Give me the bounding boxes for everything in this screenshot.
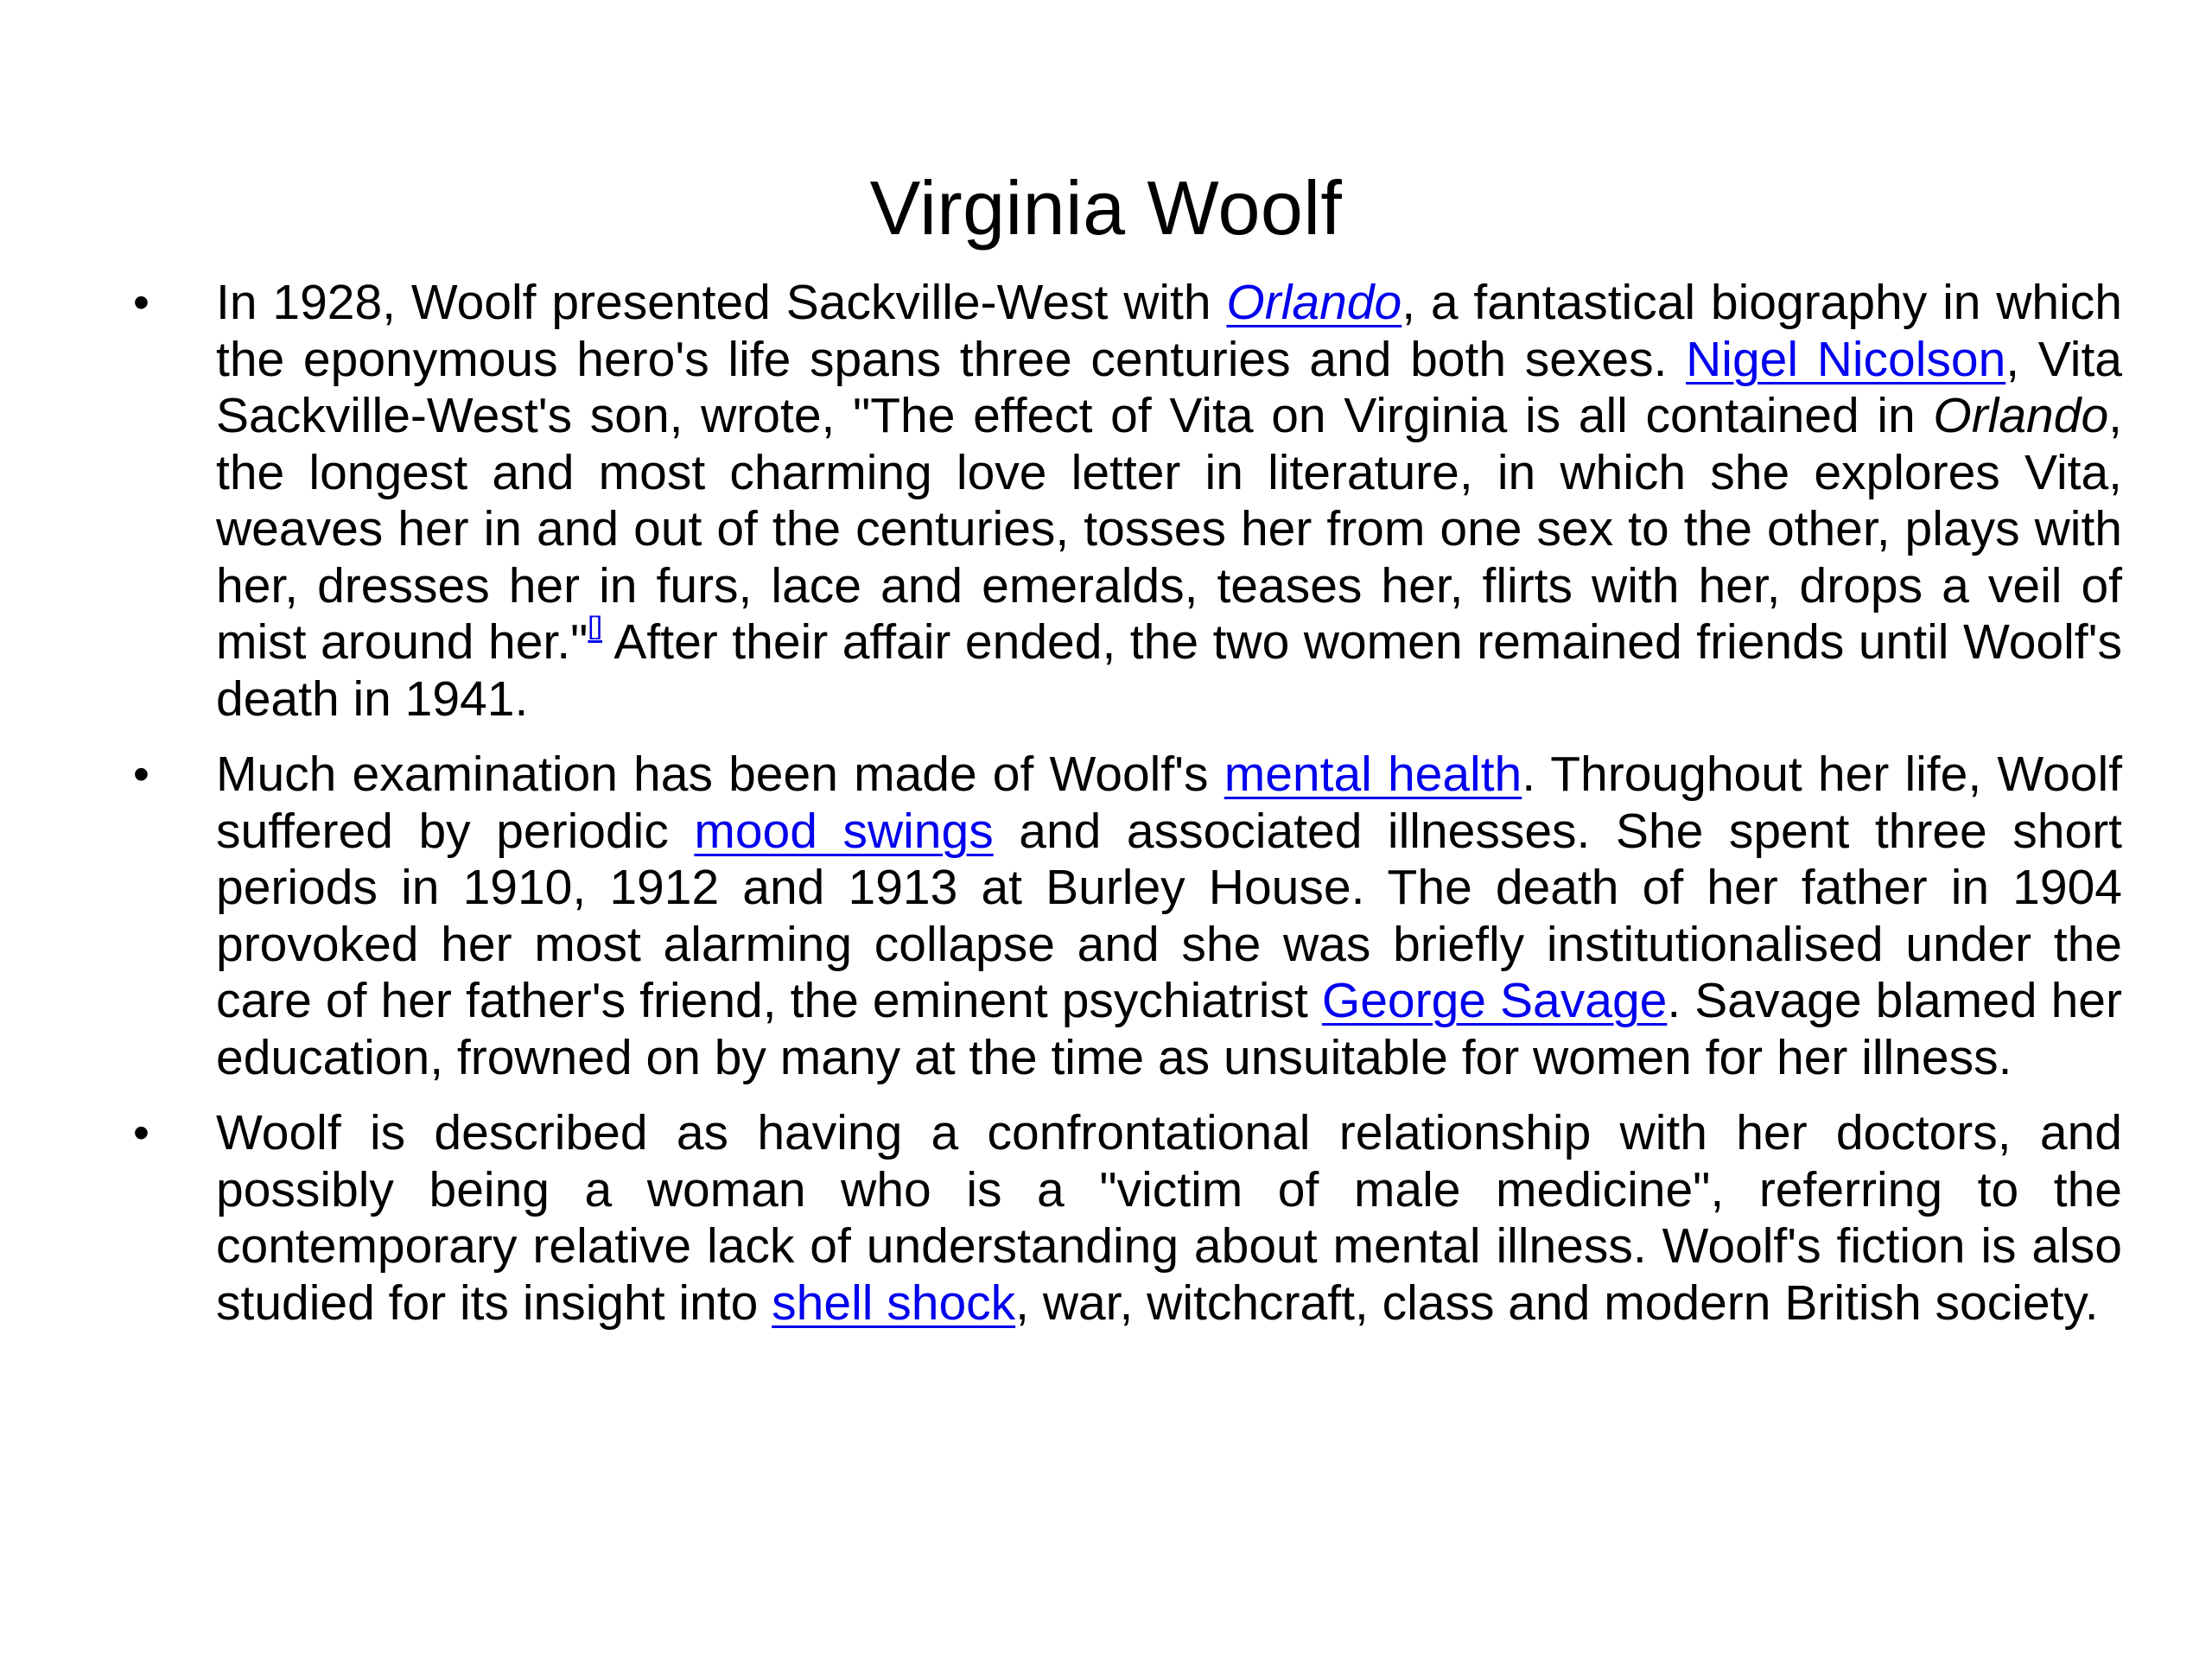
bullet-item-mental-health xyxy=(133,747,2123,1086)
bullet2-text-3: and associated illnesses. She spent three short periods in 1910, 1912 and 1913 at Burley House. The death of her father in 1904 provoked her most alarming collapse and she was briefly institutionalised under the care of her father's friend, the eminent psychiatrist xyxy=(216,803,2123,1028)
citation-link[interactable]: [] xyxy=(588,612,603,640)
bullet3-text-1: Woolf is described as having a confrontational relationship with her doctors, and possibly being a woman who is a "victim of male medicine", referring to the contemporary relative lack of understanding about mental illness. Woolf's fiction is also studied for its insight into xyxy=(216,1105,2122,1331)
link-mood-swings[interactable]: mood swings xyxy=(694,803,994,859)
bullet1-text-5: After their affair ended, the two women remained friends until Woolf's death in 1941. xyxy=(216,614,2123,727)
orlando-italic-title: Orlando xyxy=(1933,388,2109,443)
bullet-marker: • xyxy=(133,748,149,800)
bullet1-text-2: , a fantastical biography in which the eponymous hero's life spans three centuries and both sexes. xyxy=(216,275,2122,387)
bullet-marker: • xyxy=(133,1107,149,1159)
link-orlando[interactable]: Orlando xyxy=(1226,275,1402,330)
slide-title: Virginia Woolf xyxy=(869,165,1343,251)
bullet1-text-3: , Vita Sackville-West's son, wrote, "The effect of Vita on Virginia is all contained in xyxy=(216,331,2123,443)
link-nigel-nicolson[interactable]: Nigel Nicolson xyxy=(1686,331,2006,387)
bullet-item-doctors xyxy=(133,1105,2122,1332)
link-george-savage[interactable]: George Savage xyxy=(1321,973,1668,1028)
bullet1-text-1: In 1928, Woolf presented Sackville-West with xyxy=(216,275,1227,330)
bullet2-text-1: Much examination has been made of Woolf's xyxy=(216,747,1224,802)
bullet-marker: • xyxy=(133,276,149,328)
bullet-list xyxy=(133,275,2123,1351)
bullet3-text-2: , war, witchcraft, class and modern British society. xyxy=(1015,1274,2099,1331)
bullet2-text-4: . Savage blamed her education, frowned on by many at the time as unsuitable for women for her illness. xyxy=(216,973,2122,1085)
bullet-item-orlando xyxy=(133,275,2123,728)
bullet1-text-4: , the longest and most charming love letter in literature, in which she explores Vita, weaves her in and out of the centuries, tosses her from one sex to the other, plays with her, dresses her in furs, lace and emeralds, teases her, flirts with her, drops a veil of mist around her." xyxy=(216,388,2122,670)
link-shell-shock[interactable]: shell shock xyxy=(772,1274,1016,1331)
link-mental-health[interactable]: mental health xyxy=(1224,747,1522,802)
bullet2-text-2: . Throughout her life, Woolf suffered by periodic xyxy=(216,747,2122,859)
